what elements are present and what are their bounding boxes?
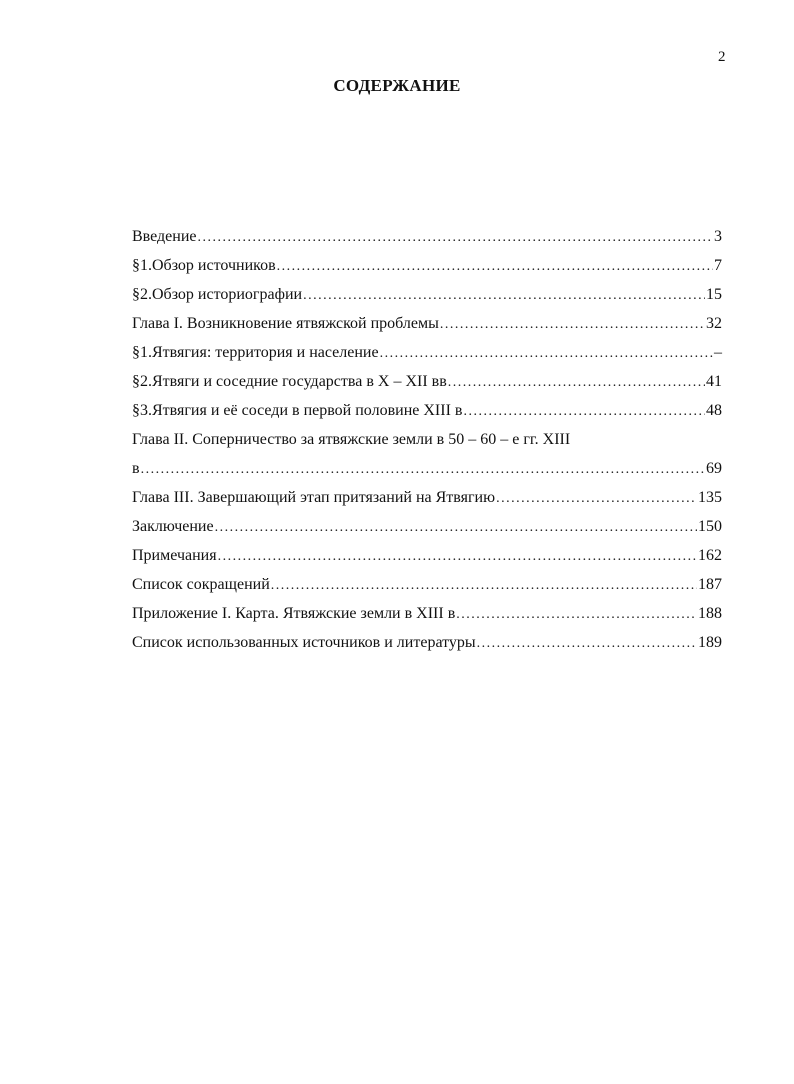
toc-entry-chapter-1-section-3[interactable] (132, 396, 722, 425)
toc-entry-page: 15 (706, 286, 722, 303)
toc-entry-appendix-1[interactable] (132, 599, 722, 628)
toc-dot-leader (496, 483, 697, 513)
toc-entry-page: – (714, 344, 722, 361)
toc-entry-page: 162 (698, 547, 722, 564)
toc-entry-label: Введение (132, 228, 197, 245)
toc-dot-leader (456, 599, 697, 629)
toc-dot-leader (477, 628, 697, 658)
toc-entry-chapter-1-section-1[interactable] (132, 338, 722, 367)
page-title: СОДЕРЖАНИЕ (333, 76, 461, 95)
toc-dot-leader (141, 454, 705, 484)
toc-entry-page: 187 (698, 576, 722, 593)
toc-entry-conclusion[interactable] (132, 512, 722, 541)
toc-entry-chapter-1-section-2[interactable] (132, 367, 722, 396)
toc-entry-abbreviations[interactable] (132, 570, 722, 599)
toc-entry-label-continued: в (132, 460, 140, 477)
toc-dot-leader (271, 570, 697, 600)
toc-entry-page: 41 (706, 373, 722, 390)
toc-entry-label: Список сокращений (132, 576, 270, 593)
toc-entry-page: 32 (706, 315, 722, 332)
toc-entry-historiography-review[interactable] (132, 280, 722, 309)
toc-entry-chapter-2-line2[interactable] (132, 454, 722, 483)
toc-dot-leader (198, 222, 714, 252)
toc-entry-label: §2.Обзор историографии (132, 286, 303, 303)
toc-dot-leader (277, 251, 713, 281)
toc-entry-label: Приложение I. Карта. Ятвяжские земли в XIII в (132, 605, 456, 622)
toc-entry-sources-review[interactable] (132, 251, 722, 280)
toc-entry-label: §3.Ятвягия и её соседи в первой половине XIII в (132, 402, 463, 419)
toc-dot-leader (380, 338, 713, 368)
toc-entry-page: 135 (698, 489, 722, 506)
table-of-contents (132, 222, 722, 657)
toc-entry-label: §1.Ятвягия: территория и население (132, 344, 379, 361)
toc-entry-introduction[interactable] (132, 222, 722, 251)
toc-entry-page: 69 (706, 460, 722, 477)
toc-dot-leader (448, 367, 705, 397)
toc-entry-chapter-1[interactable] (132, 309, 722, 338)
toc-entry-label: §1.Обзор источников (132, 257, 276, 274)
toc-dot-leader (218, 541, 697, 571)
toc-dot-leader (215, 512, 697, 542)
toc-entry-label: §2.Ятвяги и соседние государства в X – XII вв (132, 373, 447, 390)
toc-entry-label: Глава II. Соперничество за ятвяжские земли в 50 – 60 – е гг. XIII (132, 431, 571, 448)
toc-entry-label: Примечания (132, 547, 217, 564)
toc-entry-page: 7 (714, 257, 722, 274)
toc-dot-leader (463, 396, 705, 426)
toc-entry-label: Список использованных источников и литературы (132, 634, 476, 651)
toc-entry-page: 48 (706, 402, 722, 419)
toc-entry-page: 150 (698, 518, 722, 535)
toc-entry-page: 188 (698, 605, 722, 622)
toc-entry-page: 189 (698, 634, 722, 651)
toc-entry-page: 3 (714, 228, 722, 245)
toc-dot-leader (303, 280, 705, 310)
toc-entry-bibliography[interactable] (132, 628, 722, 657)
toc-entry-label: Заключение (132, 518, 214, 535)
toc-entry-label: Глава I. Возникновение ятвяжской проблемы (132, 315, 439, 332)
toc-entry-label: Глава III. Завершающий этап притязаний на Ятвягию (132, 489, 496, 506)
page-number: 2 (718, 49, 726, 65)
toc-entry-chapter-2-line1[interactable] (132, 425, 722, 454)
toc-dot-leader (440, 309, 705, 339)
toc-entry-chapter-3[interactable] (132, 483, 722, 512)
toc-entry-notes[interactable] (132, 541, 722, 570)
